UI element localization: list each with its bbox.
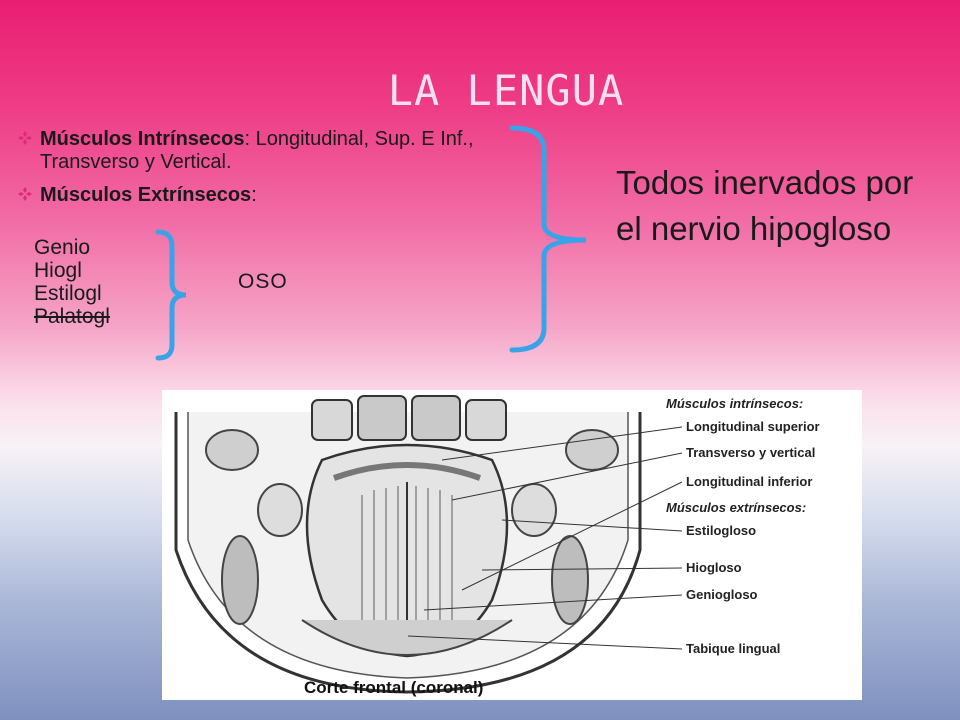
muscle-estilogl: Estilogl — [34, 282, 102, 305]
bullet-extrinsic-text: : — [251, 184, 257, 206]
figure-label-geniogloso: Geniogloso — [686, 587, 758, 602]
bullet-intrinsic-text: : Longitudinal, Sup. E Inf., Transverso y Vertical. — [40, 128, 474, 173]
figure-heading-extrinsic: Músculos extrínsecos: — [666, 500, 807, 515]
figure-label-hiogloso: Hiogloso — [686, 560, 742, 575]
oso-suffix: OSO — [238, 270, 288, 293]
figure-label-longitudinal-inferior: Longitudinal inferior — [686, 474, 813, 489]
figure-label-transverso-vertical: Transverso y vertical — [686, 445, 816, 460]
figure-label-estilogloso: Estilogloso — [686, 523, 757, 538]
innervation-note: Todos inervados por el nervio hipogloso — [616, 164, 914, 247]
figure-label-tabique-lingual: Tabique lingual — [686, 641, 781, 656]
figure-label-longitudinal-superior: Longitudinal superior — [686, 419, 820, 434]
small-bracket-icon — [158, 232, 186, 358]
tongue-cross-section-figure — [162, 390, 862, 700]
slide-title: LA LENGUA — [387, 66, 625, 115]
large-bracket-icon — [512, 128, 586, 350]
muscle-genio: Genio — [34, 236, 91, 259]
figure-caption: Corte frontal (coronal) — [304, 678, 484, 697]
bullet-extrinsic-label: Músculos Extrínsecos — [40, 184, 252, 206]
bullet-intrinsic-label: Músculos Intrínsecos — [40, 128, 245, 150]
muscle-hiogl: Hiogl — [34, 259, 82, 282]
muscle-palatogl: Palatogl — [34, 305, 110, 328]
figure-heading-intrinsic: Músculos intrínsecos: — [666, 396, 804, 411]
